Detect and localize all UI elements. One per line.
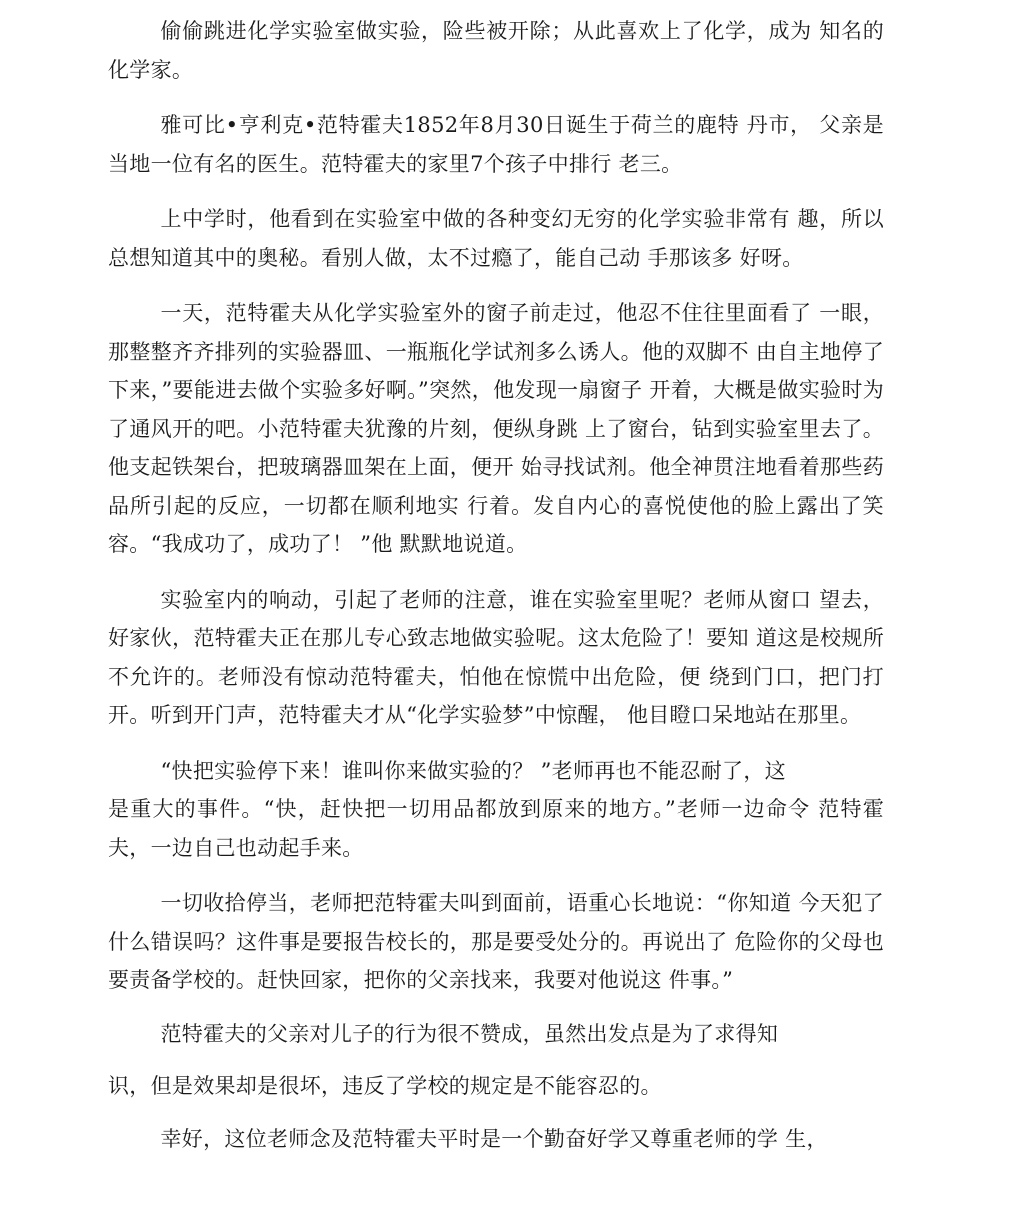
paragraph-fortunately: 幸好，这位老师念及范特霍夫平时是一个勤奋好学又尊重老师的学 生， bbox=[160, 1126, 828, 1151]
paragraph-intro-summary: 偷偷跳进化学实验室做实验，险些被开除；从此喜欢上了化学，成为 知名的化学家。 bbox=[108, 19, 884, 82]
paragraph-father-opinion-cont: 识，但是效果却是很坏，违反了学校的规定是不能容忍的。 bbox=[108, 1074, 662, 1098]
paragraph-teacher-shouts: “快把实验停下来！谁叫你来做实验的？ ”老师再也不能忍耐了，这 bbox=[160, 758, 786, 783]
paragraph-teacher-lecture: 一切收拾停当，老师把范特霍夫叫到面前，语重心长地说：“你知道 今天犯了什么错误吗？这件事是要报告校长的，那是要受处分的。再说出了 危险你的父母也要责备学校的。赶快回家，把你的父亲找来，我要对他说这 件事。” bbox=[108, 891, 884, 992]
paragraph-father-opinion: 范特霍夫的父亲对儿子的行为很不赞成，虽然出发点是为了求得知 bbox=[160, 1021, 779, 1046]
paragraph-teacher-notices: 实验室内的响动，引起了老师的注意，谁在实验室里呢？老师从窗口 望去，好家伙，范特霍夫正在那儿专心致志地做实验呢。这太危险了！要知 道这是校规所不允许的。老师没有惊动范特霍夫，怕他在惊慌中出危险，便 绕到门口，把门打开。听到开门声，范特霍夫才从“化学实验梦”中惊醒， 他目瞪口呆地站在那里。 bbox=[108, 587, 884, 727]
paragraph-teacher-shouts-cont: 是重大的事件。“快，赶快把一切用品都放到原来的地方。”老师一边命令 范特霍夫，一边自己也动起手来。 bbox=[108, 797, 884, 860]
paragraph-middle-school: 上中学时，他看到在实验室中做的各种变幻无穷的化学实验非常有 趣，所以总想知道其中的奥秘。看别人做，太不过瘾了，能自己动 手那该多 好呀。 bbox=[108, 207, 884, 270]
paragraph-birth: 雅可比•亨利克•范特霍夫1852年8月30日诞生于荷兰的鹿特 丹市， 父亲是当地一位有名的医生。范特霍夫的家里7个孩子中排行 老三。 bbox=[108, 113, 884, 176]
paragraph-window-experiment: 一天，范特霍夫从化学实验室外的窗子前走过，他忍不住往里面看了 一眼，那整整齐齐排列的实验器皿、一瓶瓶化学试剂多么诱人。他的双脚不 由自主地停了下来，”要能进去做个实验多好啊。”突然，他发现一扇窗子 开着，大概是做实验时为了通风开的吧。小范特霍夫犹豫的片刻，便纵身跳 上了窗台，钻到实验室里去了。他支起铁架台，把玻璃器皿架在上面，便开 始寻找试剂。他全神贯注地看着那些药品所引起的反应，一切都在顺利地实 行着。发自内心的喜悦使他的脸上露出了笑容。“我成功了，成功了！ ”他 默默地说道。 bbox=[108, 301, 884, 556]
document-page bbox=[108, 12, 884, 1158]
